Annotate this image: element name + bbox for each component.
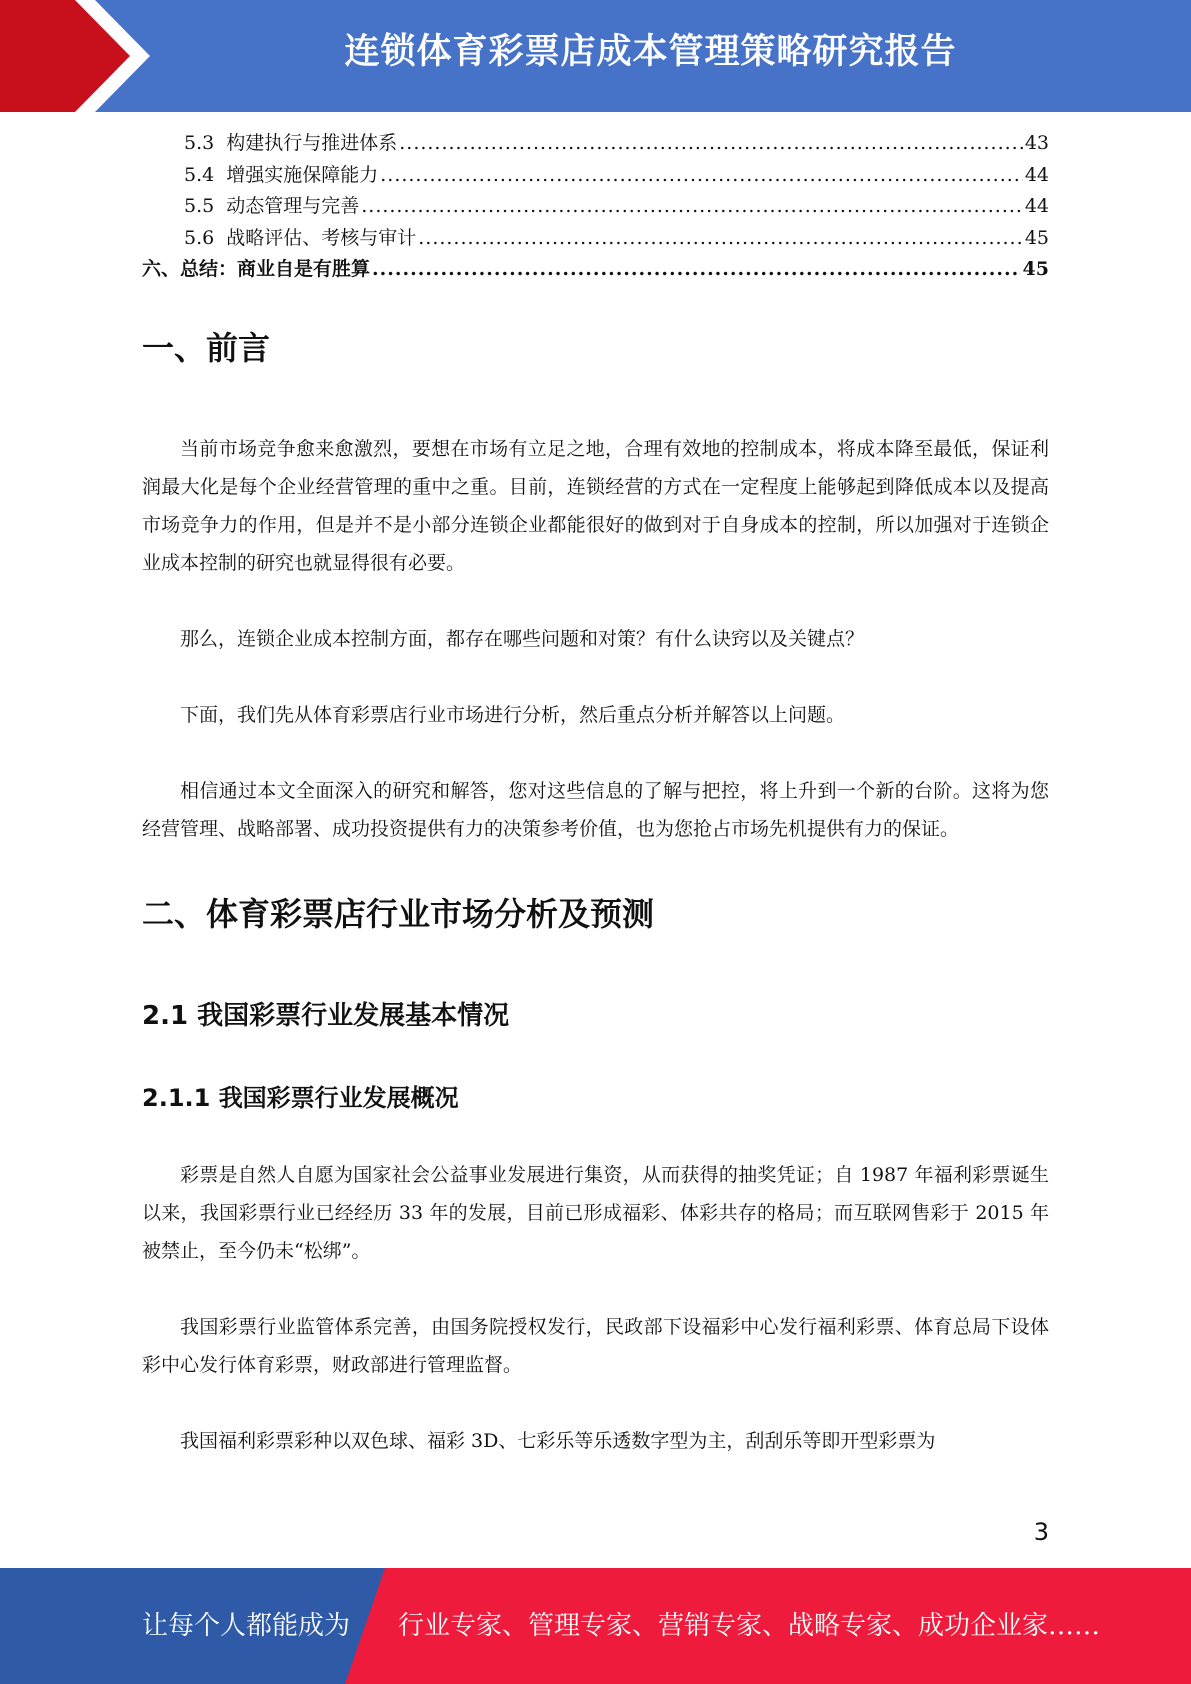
toc-entry[interactable] bbox=[142, 223, 1049, 255]
subsection-heading: 2.1 我国彩票行业发展基本情况 bbox=[142, 1001, 510, 1031]
toc-entry-title: 构建执行与推进体系 bbox=[226, 132, 398, 154]
toc-entry-number: 5.4 bbox=[184, 163, 215, 186]
toc-entry-page: 44 bbox=[1024, 163, 1049, 186]
toc-leader-dots bbox=[399, 132, 1023, 154]
toc-leader-dots bbox=[361, 195, 1023, 217]
toc-leader-dots bbox=[372, 258, 1021, 280]
footer-banner bbox=[0, 1568, 1191, 1684]
toc-entry-number: 5.5 bbox=[184, 195, 215, 217]
toc-entry-number: 5.6 bbox=[184, 226, 215, 249]
paragraph: 当前市场竞争愈来愈激烈，要想在市场有立足之地，合理有效地的控制成本，将成本降至最低，保证利润最大化是每个企业经营管理的重中之重。目前，连锁经营的方式在一定程度上能够起到降低成本以及提高市场竞争力的作用，但是并不是小部分连锁企业都能很好的做到对于自身成本的控制，所以加强对于连锁企业成本控制的研究也就显得很有必要。 bbox=[142, 438, 1049, 574]
toc-leader-dots bbox=[418, 227, 1023, 249]
subsubsection-heading: 2.1.1 我国彩票行业发展概况 bbox=[142, 1084, 459, 1112]
paragraph: 我国福利彩票彩种以双色球、福彩 3D、七彩乐等乐透数字型为主，刮刮乐等即开型彩票为 bbox=[180, 1430, 936, 1452]
paragraph: 相信通过本文全面深入的研究和解答，您对这些信息的了解与把控，将上升到一个新的台阶。这将为您经营管理、战略部署、成功投资提供有力的决策参考价值，也为您抢占市场先机提供有力的保证。 bbox=[142, 780, 1049, 840]
header-arrow-decoration bbox=[0, 0, 150, 112]
section-heading-market: 二、体育彩票店行业市场分析及预测 bbox=[142, 895, 655, 933]
toc-entry-title: 战略评估、考核与审计 bbox=[226, 226, 417, 249]
document-body bbox=[142, 318, 1049, 1460]
toc-entry[interactable] bbox=[142, 254, 1049, 286]
toc-entry-number: 5.3 bbox=[184, 132, 215, 154]
page-number: 3 bbox=[1033, 1518, 1049, 1546]
toc-entry-page: 43 bbox=[1024, 132, 1049, 154]
toc-entry-title: 增强实施保障能力 bbox=[226, 163, 379, 186]
toc-entry[interactable] bbox=[142, 128, 1049, 160]
toc-leader-dots bbox=[380, 164, 1023, 186]
paragraph: 我国彩票行业监管体系完善，由国务院授权发行，民政部下设福彩中心发行福利彩票、体育总局下设体彩中心发行体育彩票，财政部进行管理监督。 bbox=[142, 1316, 1049, 1376]
toc-entry[interactable] bbox=[142, 191, 1049, 223]
paragraph: 下面，我们先从体育彩票店行业市场进行分析，然后重点分析并解答以上问题。 bbox=[180, 704, 846, 726]
paragraph: 那么，连锁企业成本控制方面，都存在哪些问题和对策？有什么诀窍以及关键点？ bbox=[180, 628, 865, 650]
section-heading-preface: 一、前言 bbox=[142, 329, 271, 367]
report-title: 连锁体育彩票店成本管理策略研究报告 bbox=[344, 32, 957, 72]
header-banner bbox=[0, 0, 1191, 112]
footer-slogan-left: 让每个人都能成为 bbox=[142, 1611, 351, 1641]
toc-entry-page: 45 bbox=[1024, 226, 1049, 249]
table-of-contents bbox=[142, 128, 1049, 286]
toc-entry-page: 44 bbox=[1024, 195, 1049, 217]
toc-entry[interactable] bbox=[142, 160, 1049, 192]
toc-entry-title: 六、总结：商业自是有胜算 bbox=[142, 258, 371, 280]
footer-slogan-right: 行业专家、管理专家、营销专家、战略专家、成功企业家…… bbox=[398, 1611, 1101, 1641]
paragraph: 彩票是自然人自愿为国家社会公益事业发展进行集资，从而获得的抽奖凭证；自 1987 年福利彩票诞生以来，我国彩票行业已经经历 33 年的发展，目前已形成福彩、体彩共存的格局；而互联网售彩于 2015 年被禁止，至今仍未“松绑”。 bbox=[142, 1164, 1049, 1262]
toc-entry-page: 45 bbox=[1022, 258, 1049, 280]
toc-entry-title: 动态管理与完善 bbox=[226, 195, 360, 217]
